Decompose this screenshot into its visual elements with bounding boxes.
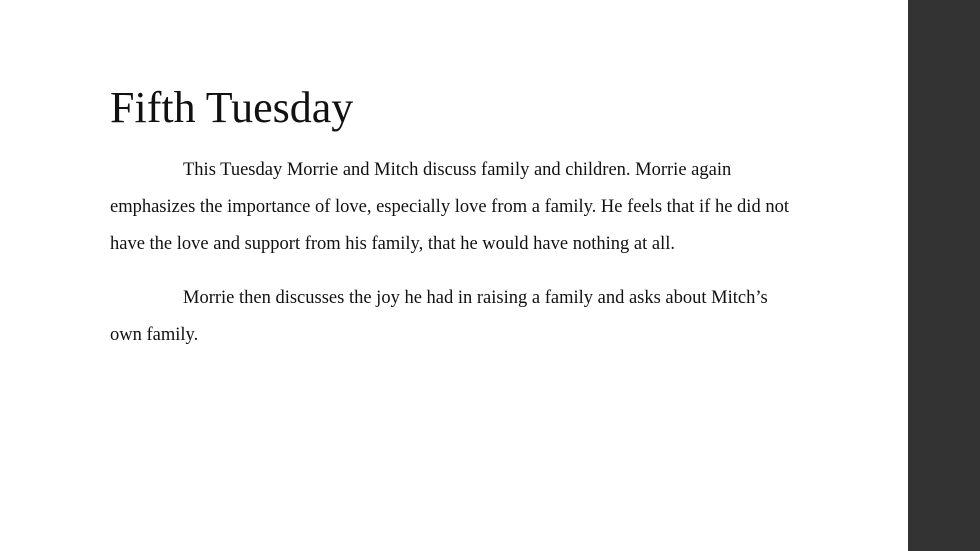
- slide-body: [110, 152, 790, 371]
- paragraph-2: Morrie then discusses the joy he had in raising a family and asks about Mitch’s own family.: [110, 288, 768, 345]
- slide-title: Fifth Tuesday: [110, 83, 354, 132]
- side-bar: [908, 0, 980, 551]
- paragraph-1: This Tuesday Morrie and Mitch discuss family and children. Morrie again emphasizes the importance of love, especially love from a family. He feels that if he did not have the love and support from his family, that he would have nothing at all.: [110, 160, 789, 254]
